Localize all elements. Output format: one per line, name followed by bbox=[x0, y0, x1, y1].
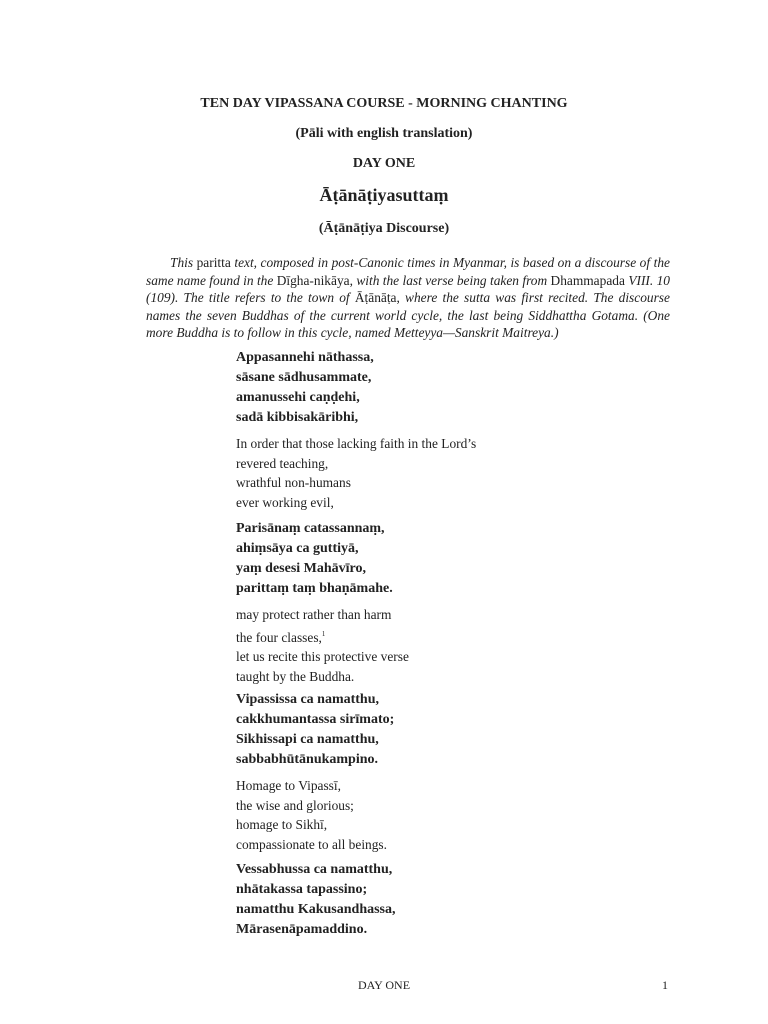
document-subtitle: (Pāli with english translation) bbox=[295, 126, 473, 141]
verse-2-translation bbox=[236, 605, 656, 686]
pali-line: Vipassissa ca namatthu, bbox=[236, 692, 380, 707]
intro-text: VIII. 10 (109). The title refers to the town of bbox=[146, 272, 670, 305]
intro-paragraph bbox=[146, 254, 670, 342]
translation-line: may protect rather than harm bbox=[236, 607, 392, 622]
translation-line: In order that those lacking faith in the Lord’s bbox=[236, 436, 477, 451]
verse-4-pali bbox=[236, 860, 656, 940]
intro-term-atanata: Āṭānāṭa, bbox=[354, 290, 400, 305]
intro-text: where the sutta was first recited. The discourse names the seven Buddhas of the current world cycle, the last being Siddhattha Gotama. (One more Buddha is to follow in this cycle, named Metteyya—Sanskrit Maitreya.) bbox=[146, 290, 670, 340]
intro-text: text, composed in post-Canonic times in Myanmar, is based on a discourse of the same name found in the bbox=[146, 255, 670, 288]
footer-day-label: DAY ONE bbox=[357, 978, 411, 992]
intro-term-dhammapada: Dhammapada bbox=[550, 272, 625, 288]
intro-term-digha-nikaya: Dīgha-nikāya, bbox=[276, 272, 353, 288]
intro-text: with the last verse being taken from bbox=[356, 272, 548, 288]
verse-1-pali bbox=[236, 348, 656, 428]
translation-line: wrathful non-humans bbox=[236, 475, 351, 490]
pali-line: Parisānaṃ catassannaṃ, bbox=[236, 521, 385, 536]
day-heading: DAY ONE bbox=[352, 156, 416, 171]
translation-line bbox=[236, 625, 656, 648]
pali-line: parittaṃ taṃ bhaṇāmahe. bbox=[236, 581, 393, 596]
verse-3-translation bbox=[236, 776, 656, 854]
verse-2-pali bbox=[236, 519, 656, 599]
pali-line: cakkhumantassa sirīmato; bbox=[236, 712, 395, 727]
pali-line: Appasannehi nāthassa, bbox=[236, 350, 374, 365]
pali-line: nhātakassa tapassino; bbox=[236, 882, 368, 897]
pali-line: yaṃ desesi Mahāvīro, bbox=[236, 561, 367, 576]
sutta-title: Āṭānāṭiyasuttaṃ bbox=[319, 185, 449, 205]
document-title: TEN DAY VIPASSANA COURSE - MORNING CHANTING bbox=[200, 96, 568, 111]
pali-line: Sikhissapi ca namatthu, bbox=[236, 732, 379, 747]
pali-line: sabbabhūtānukampino. bbox=[236, 752, 379, 767]
translation-line: compassionate to all beings. bbox=[236, 836, 387, 852]
footnote-marker[interactable]: 1 bbox=[321, 629, 326, 638]
verse-3-pali bbox=[236, 690, 656, 770]
intro-term-paritta: paritta bbox=[196, 255, 231, 270]
pali-line: Vessabhussa ca namatthu, bbox=[236, 862, 393, 877]
discourse-subtitle: (Āṭānāṭiya Discourse) bbox=[318, 221, 450, 236]
page-number: 1 bbox=[662, 978, 668, 992]
pali-line: namatthu Kakusandhassa, bbox=[236, 902, 396, 917]
pali-line: amanussehi caṇḍehi, bbox=[236, 390, 360, 405]
pali-line: Mārasenāpamaddino. bbox=[236, 922, 368, 937]
translation-line: homage to Sikhī, bbox=[236, 817, 328, 832]
translation-line: taught by the Buddha. bbox=[236, 668, 355, 684]
pali-line: sadā kibbisakāribhi, bbox=[236, 410, 359, 425]
translation-line: revered teaching, bbox=[236, 455, 329, 471]
translation-line: let us recite this protective verse bbox=[236, 649, 409, 664]
intro-text: This bbox=[170, 255, 194, 270]
translation-text: the four classes, bbox=[236, 629, 322, 645]
pali-line: sāsane sādhusammate, bbox=[236, 370, 372, 385]
translation-line: Homage to Vipassī, bbox=[236, 778, 341, 793]
translation-line: the wise and glorious; bbox=[236, 797, 354, 813]
pali-line: ahiṃsāya ca guttiyā, bbox=[236, 541, 359, 556]
translation-line: ever working evil, bbox=[236, 494, 334, 510]
verse-1-translation bbox=[236, 434, 656, 512]
